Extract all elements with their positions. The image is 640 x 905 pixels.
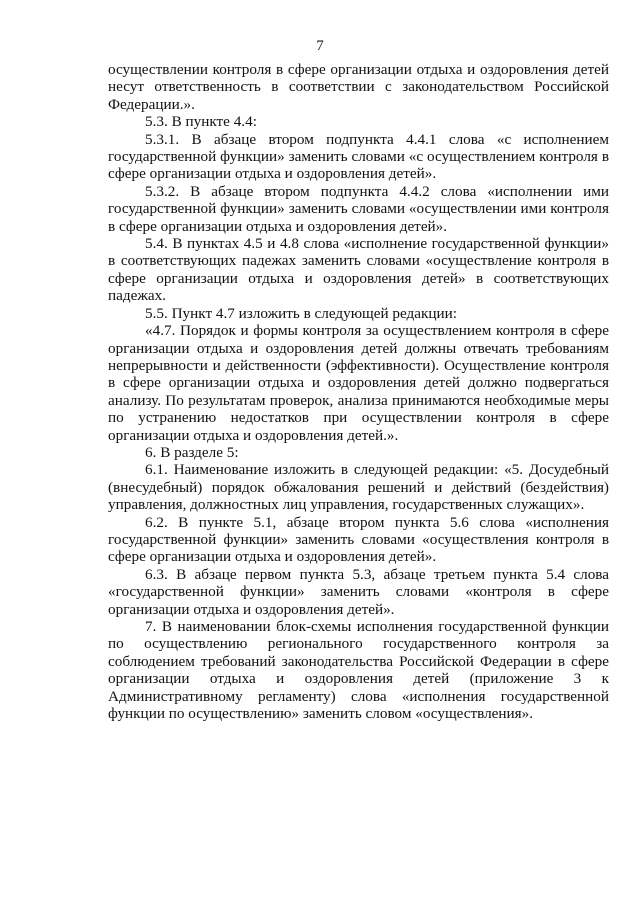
paragraph: 6.3. В абзаце первом пункта 5.3, абзаце третьем пункта 5.4 слова «государственной функции» заменить словами «контроля в сфере организации отдыха и оздоровления детей».: [108, 565, 609, 618]
paragraph: 6.2. В пункте 5.1, абзаце втором пункта 5.6 слова «исполнения государственной функции» заменить словами «осуществления контроля в сфере организации отдыха и оздоровления детей».: [108, 513, 609, 566]
paragraph: 5.3.1. В абзаце втором подпункта 4.4.1 слова «с исполнением государственной функции» заменить словами «с осуществлением контроля в сфере организации отдыха и оздоровления детей».: [108, 130, 609, 183]
paragraph: 5.3. В пункте 4.4:: [145, 113, 257, 131]
page-number: 7: [316, 38, 324, 54]
document-body: [108, 61, 609, 722]
paragraph: 5.4. В пунктах 4.5 и 4.8 слова «исполнение государственной функции» в соответствующих падежах заменить словами «осуществление контроля в сфере организации отдыха и оздоровления детей» в соответствующих падежах.: [108, 235, 609, 305]
paragraph: 6. В разделе 5:: [145, 443, 239, 461]
paragraph: осуществлении контроля в сфере организации отдыха и оздоровления детей несут ответственность в соответствии с законодательством Российской Федерации.».: [108, 61, 609, 113]
paragraph: 5.3.2. В абзаце втором подпункта 4.4.2 слова «исполнении ими государственной функции» заменить словами «осуществлении ими контроля в сфере организации отдыха и оздоровления детей».: [108, 182, 609, 235]
paragraph: 7. В наименовании блок-схемы исполнения государственной функции по осуществлению регионального государственного контроля за соблюдением требований законодательства Российской Федерации в сфере организации отдыха и оздоровления детей (приложение 3 к Административному регламенту) слова «исполнения государственной функции по осуществлению» заменить словом «осуществления».: [108, 618, 609, 723]
paragraph: 5.5. Пункт 4.7 изложить в следующей редакции:: [145, 304, 458, 322]
paragraph: 6.1. Наименование изложить в следующей редакции: «5. Досудебный (внесудебный) порядок обжалования решений и действий (бездействия) управления, должностных лиц управления, государственных служащих».: [108, 461, 609, 514]
paragraph: «4.7. Порядок и формы контроля за осуществлением контроля в сфере организации отдыха и оздоровления детей должны отвечать требованиям непрерывности и действенности (эффективности). Осуществление контроля в сфере организации отдыха и оздоровления детей должно подвергаться анализу. По результатам проверок, анализа принимаются необходимые меры по устранению недостатков при осуществлении контроля в сфере организации отдыха и оздоровления детей.».: [108, 322, 609, 444]
